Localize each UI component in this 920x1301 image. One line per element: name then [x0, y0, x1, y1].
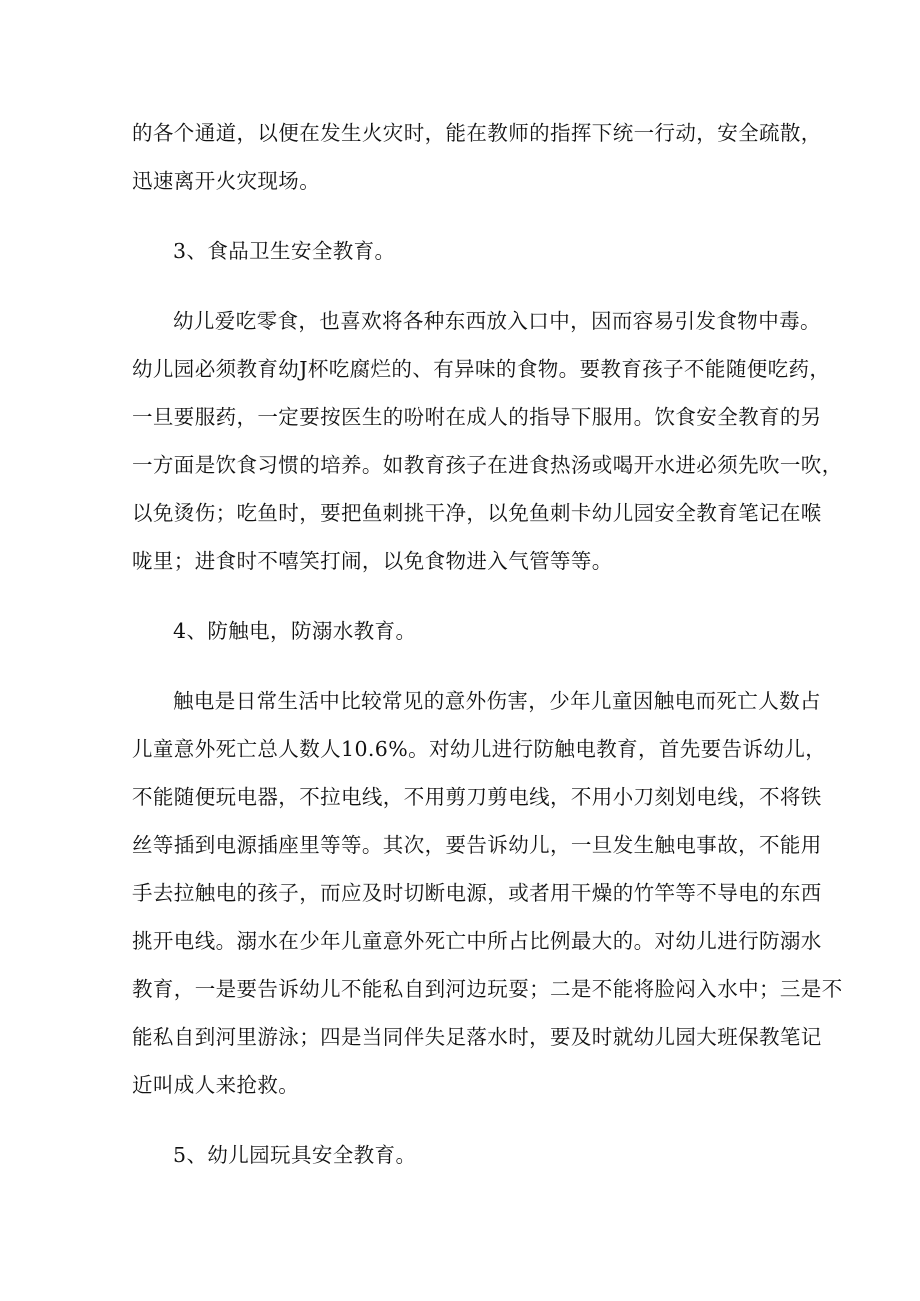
paragraph-line: 幼儿园必须教育幼J杯吃腐烂的、有异味的食物。要教育孩子不能随便吃药， — [132, 357, 831, 381]
paragraph-line: 触电是日常生活中比较常见的意外伤害，少年儿童因触电而死亡人数占 — [173, 689, 821, 713]
paragraph-line: 一方面是饮食习惯的培养。如教育孩子在进食热汤或喝开水进必须先吹一吹， — [132, 453, 843, 477]
paragraph-line: 儿童意外死亡总人数人10.6%。对幼儿进行防触电教育，首先要告诉幼儿， — [132, 737, 827, 761]
section-heading-5: 5、幼儿园玩具安全教育。 — [173, 1143, 417, 1167]
section-heading-4: 4、防触电，防溺水教育。 — [173, 619, 417, 643]
section-heading-3: 3、食品卫生安全教育。 — [173, 239, 396, 263]
paragraph-line: 以免烫伤；吃鱼时，要把鱼刺挑干净，以免鱼刺卡幼儿园安全教育笔记在喉 — [132, 501, 822, 525]
paragraph-line: 的各个通道，以便在发生火灾时，能在教师的指挥下统一行动，安全疏散， — [132, 121, 822, 145]
paragraph-line: 能私自到河里游泳；四是当同伴失足落水时，要及时就幼儿园大班保教笔记 — [132, 1025, 822, 1049]
paragraph-line: 咙里；进食时不嘻笑打闹，以免食物进入气管等等。 — [132, 549, 613, 573]
paragraph-line: 挑开电线。溺水在少年儿童意外死亡中所占比例最大的。对幼儿进行防溺水 — [132, 929, 822, 953]
paragraph-line: 幼儿爱吃零食，也喜欢将各种东西放入口中，因而容易引发食物中毒。 — [173, 309, 821, 333]
paragraph-line: 不能随便玩电器，不拉电线，不用剪刀剪电线，不用小刀刻划电线，不将铁 — [132, 785, 822, 809]
paragraph-line: 教育，一是要告诉幼儿不能私自到河边玩耍；二是不能将脸闷入水中；三是不 — [132, 977, 843, 1001]
paragraph-line: 迅速离开火灾现场。 — [132, 169, 321, 193]
paragraph-line: 近叫成人来抢救。 — [132, 1073, 300, 1097]
paragraph-line: 手去拉触电的孩子，而应及时切断电源，或者用干燥的竹竿等不导电的东西 — [132, 881, 822, 905]
paragraph-line: 丝等插到电源插座里等等。其次，要告诉幼儿，一旦发生触电事故，不能用 — [132, 833, 822, 857]
paragraph-line: 一旦要服药，一定要按医生的吩咐在成人的指导下服用。饮食安全教育的另 — [132, 405, 822, 429]
